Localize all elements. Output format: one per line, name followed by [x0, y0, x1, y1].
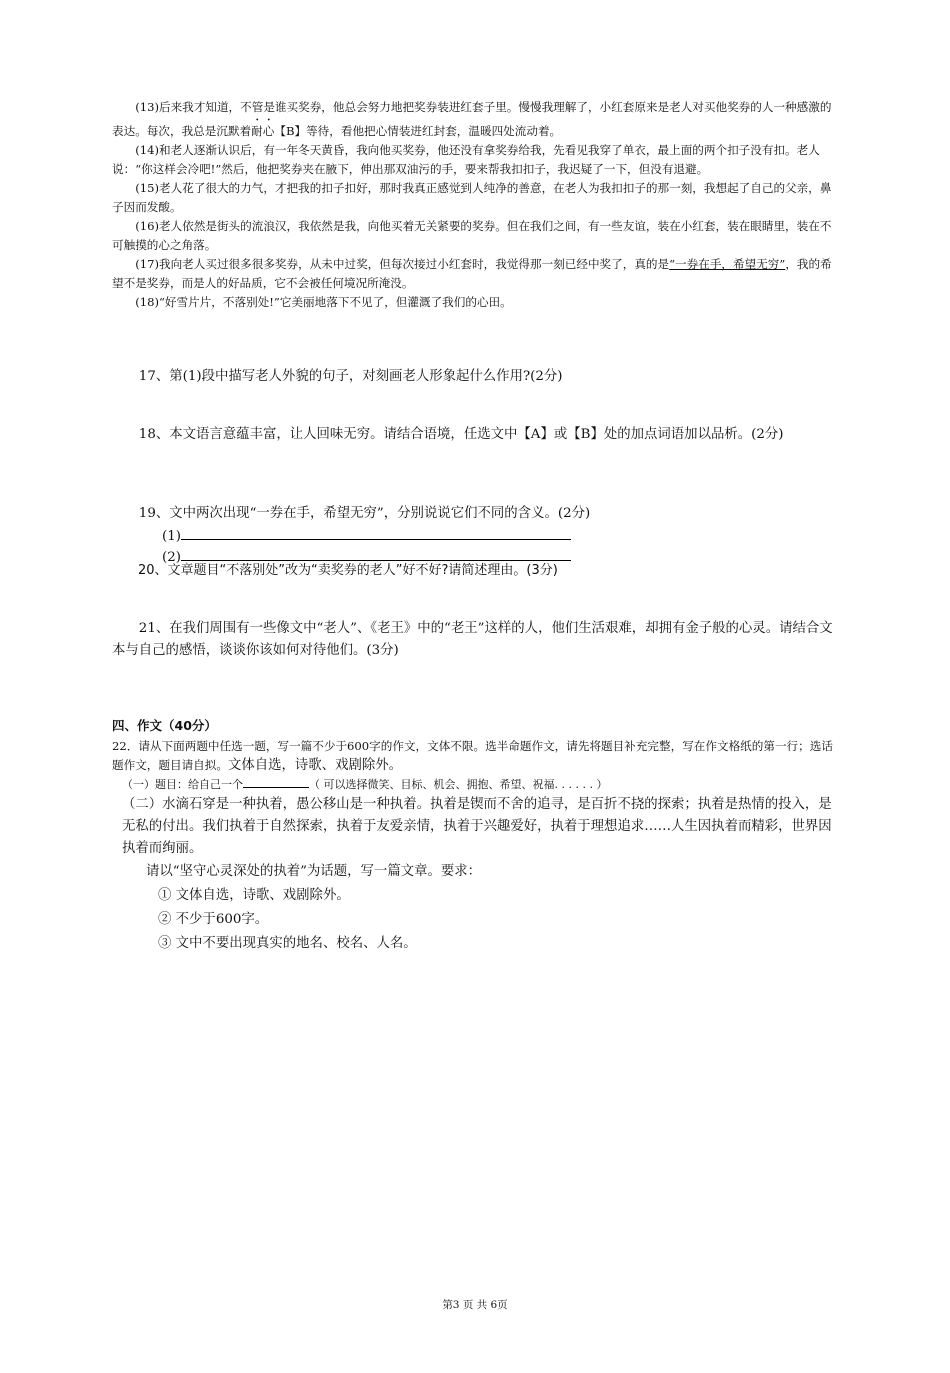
paragraph-13	[112, 98, 834, 141]
essay-requirement-1: ① 文体自选，诗歌、戏剧除外。	[158, 888, 350, 903]
question-17	[112, 366, 834, 388]
passage	[112, 98, 834, 312]
paragraph-14: (14)和老人逐渐认识后，有一年冬天黄昏，我向他买奖券，他还没有拿奖券给我，先看见我穿了单衣，最上面的两个扣子没有扣。老人说：“你这样会冷吧!”然后，他把奖券夹在腋下，伸出那双油污的手，要来帮我扣扣子，我迟疑了一下，但没有退避。	[112, 143, 820, 176]
essay-instruction: 请以“坚守心灵深处的执着”为话题，写一篇文章。要求：	[146, 864, 482, 879]
underlined-phrase: “一券在手，希望无穷”	[669, 257, 786, 271]
paragraph-15: (15)老人花了很大的力气，才把我的扣子扣好，那时我真正感觉到人纯净的善意，在老人为我扣扣子的那一刻，我想起了自己的父亲，鼻子因而发酸。	[112, 181, 832, 214]
paragraph-17-text: (17)我向老人买过很多很多奖券，从未中过奖，但每次接过小红套时，我觉得那一刻已经中奖了，真的是	[135, 257, 670, 271]
essay-option-1	[112, 775, 834, 794]
page-footer: 第3 页 共 6页	[442, 1299, 508, 1311]
question-20	[112, 560, 834, 582]
essay-intro	[112, 737, 834, 775]
paragraph-13-end: 等待，看他把心情装进红封套，温暖四处流动着。	[306, 124, 562, 138]
paragraph-17-end: ，我的希望不是奖券，而是人的好品质，它不会被任何境况所淹没。	[112, 257, 832, 290]
paragraph-18: (18)“好雪片片，不落别处!”它美丽地落下不见了，但灌溉了我们的心田。	[135, 295, 512, 309]
dotted-word-b: 耐心	[251, 124, 275, 138]
essay-intro-text: 22．请从下面两题中任选一题，写一篇不少于600字的作文，文体不限。选半命题作文，请先将题目补充完整，写在作文格纸的第一行；选话题作文，题目请自拟。	[112, 739, 833, 772]
answer-line-2-label: (2)	[162, 550, 181, 565]
answer-blank-1[interactable]	[181, 525, 571, 540]
essay-requirement-2: ② 不少于600字。	[158, 912, 269, 927]
paragraph-16: (16)老人依然是街头的流浪汉，我依然是我，向他买着无关紧要的奖券。但在我们之间，有一些友谊，装在小红套，装在眼睛里，装在不可触摸的心之角落。	[112, 219, 832, 252]
question-21-text: 21、在我们周围有一些像文中“老人”、《老王》中的“老王”这样的人，他们生活艰难，却拥有金子般的心灵。请结合文本与自己的感悟，谈谈你该如何对待他们。(3分)	[112, 621, 833, 658]
question-20-text: 20、文章题目“不落别处”改为“卖奖券的老人”好不好?请简述理由。(3分)	[138, 563, 558, 578]
question-18	[112, 424, 834, 446]
question-18-text: 18、本文语言意蕴丰富，让人回味无穷。请结合语境，任选文中【A】或【B】处的加点词语加以品析。(2分)	[138, 427, 784, 442]
essay-intro-tail: 文体自选，诗歌、戏剧除外。	[227, 758, 403, 773]
answer-blank-2[interactable]	[181, 546, 571, 561]
answer-line-1-label: (1)	[162, 529, 181, 544]
option-1-title: （一）题目：给自己一个	[122, 778, 243, 791]
paragraph-17	[112, 255, 834, 293]
option-1-hint: （ 可以选择微笑、目标、机会、拥抱、希望、祝福. . . . . . ）	[309, 778, 608, 791]
mark-b: 【B】	[274, 124, 307, 138]
paragraph-13-text: (13)后来我才知道，不管是谁买奖券，他总会努力地把奖券装进红套子里。慢慢我理解了，小红套原来是老人对买他奖券的人一种感激的表达。每次，我总是沉默着	[112, 100, 832, 138]
title-blank[interactable]	[243, 775, 309, 788]
essay-option-2: （二）水滴石穿是一种执着，愚公移山是一种执着。执着是锲而不舍的追寻，是百折不挠的探索；执着是热情的投入，是无私的付出。我们执着于自然探索，执着于友爱亲情，执着于兴趣爱好，执着于理想追求……人生因执着而精彩，世界因执着而绚丽。	[122, 797, 832, 856]
question-21	[112, 618, 834, 662]
question-19-text: 19、文中两次出现“一券在手，希望无穷”，分别说说它们不同的含义。(2分)	[138, 506, 591, 521]
answer-line-1[interactable]	[112, 525, 834, 546]
question-17-text: 17、第(1)段中描写老人外貌的句子，对刻画老人形象起什么作用?(2分)	[138, 369, 563, 384]
essay-requirement-3: ③ 文中不要出现真实的地名、校名、人名。	[158, 936, 417, 951]
question-19	[112, 503, 834, 567]
essay-block	[112, 737, 834, 956]
section-title: 四、作文（40分）	[112, 718, 217, 733]
